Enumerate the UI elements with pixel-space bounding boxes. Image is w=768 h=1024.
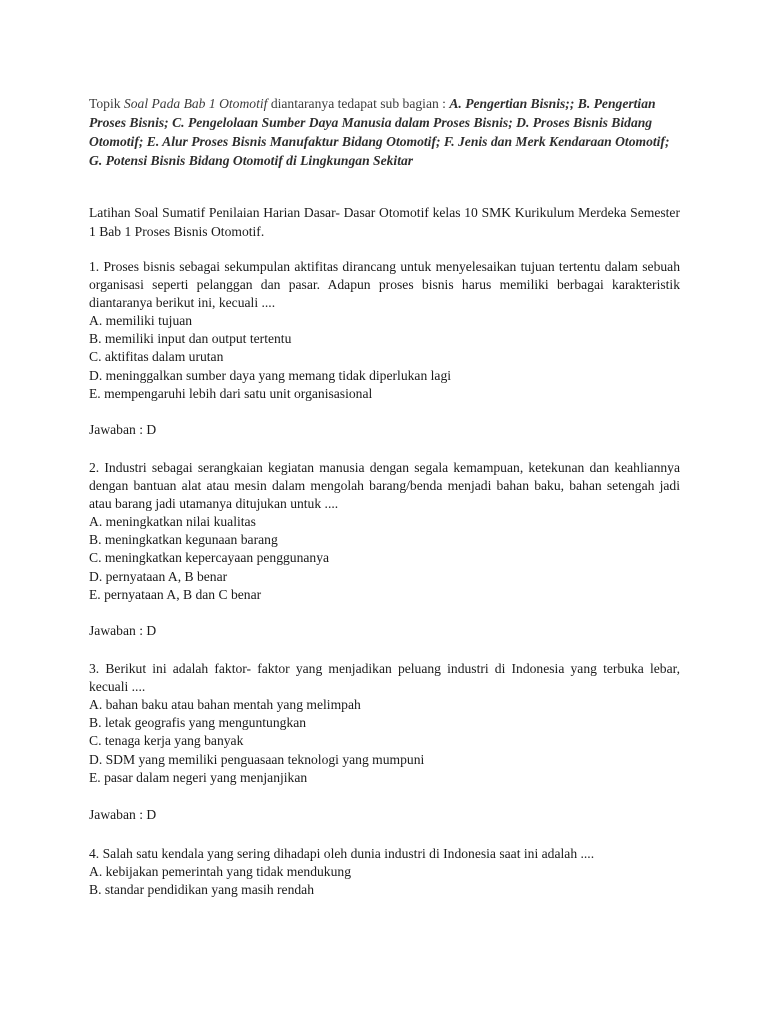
question-3 — [89, 660, 680, 787]
question-text: 2. Industri sebagai serangkaian kegiatan manusia dengan segala kemampuan, ketekunan dan keahliannya dengan bantuan alat atau mesin dalam mengolah barang/benda menjadi bahan baku, bahan setengah jadi atau barang jadi utamanya ditujukan untuk .... — [89, 460, 680, 511]
option-c: C. aktifitas dalam urutan — [89, 349, 224, 365]
option-d: D. SDM yang memiliki penguasaan teknologi yang mumpuni — [89, 751, 425, 767]
option-a: A. meningkatkan nilai kualitas — [89, 514, 256, 529]
answer-3: Jawaban : D — [89, 807, 157, 822]
option-a: A. bahan baku atau bahan mentah yang melimpah — [89, 697, 361, 712]
option-a: A. memiliki tujuan — [89, 313, 193, 328]
option-c: C. tenaga kerja yang banyak — [89, 733, 244, 749]
option-e: E. pasar dalam negeri yang menjanjikan — [89, 769, 308, 785]
question-2 — [89, 459, 680, 604]
option-b: B. standar pendidikan yang masih rendah — [89, 882, 314, 898]
question-4 — [89, 845, 680, 899]
option-d: D. pernyataan A, B benar — [89, 568, 228, 584]
lead-paragraph: Latihan Soal Sumatif Penilaian Harian Dasar- Dasar Otomotif kelas 10 SMK Kurikulum Merdeka Semester 1 Bab 1 Proses Bisnis Otomotif. — [89, 205, 680, 239]
intro-subsections: A. Pengertian Bisnis;; B. Pengertian Proses Bisnis; C. Pengelolaan Sumber Daya Manusia dalam Proses Bisnis; D. Proses Bisnis Bidang Otomotif; E. Alur Proses Bisnis Manufaktur Bidang Otomotif; F. Jenis dan Merk Kendaraan Otomotif; G. Potensi Bisnis Bidang Otomotif di Lingkungan Sekitar — [89, 96, 670, 168]
intro-topic: Soal Pada Bab 1 Otomotif — [123, 96, 268, 111]
question-text: 3. Berikut ini adalah faktor- faktor yang menjadikan peluang industri di Indonesia yang terbuka lebar, kecuali .... — [89, 661, 680, 694]
answer-1: Jawaban : D — [89, 422, 157, 437]
intro-paragraph — [89, 94, 680, 170]
intro-prefix: Topik — [89, 96, 124, 111]
option-e: E. mempengaruhi lebih dari satu unit organisasional — [89, 385, 373, 401]
intro-middle: diantaranya tedapat sub bagian : — [267, 96, 450, 111]
question-text: 1. Proses bisnis sebagai sekumpulan aktifitas dirancang untuk menyelesaikan tujuan tertentu dalam sebuah organisasi seperti pelanggan dan pasar. Adapun proses bisnis harus memiliki berbagai karakteristik diantaranya berikut ini, kecuali .... — [89, 259, 680, 310]
option-c: C. meningkatkan kepercayaan penggunanya — [89, 550, 330, 566]
option-d: D. meninggalkan sumber daya yang memang tidak diperlukan lagi — [89, 367, 452, 383]
answer-2: Jawaban : D — [89, 623, 157, 638]
option-a: A. kebijakan pemerintah yang tidak mendukung — [89, 864, 351, 879]
option-b: B. memiliki input dan output tertentu — [89, 331, 292, 347]
question-1 — [89, 258, 680, 403]
option-b: B. letak geografis yang menguntungkan — [89, 715, 307, 731]
option-e: E. pernyataan A, B dan C benar — [89, 586, 262, 602]
question-text: 4. Salah satu kendala yang sering dihadapi oleh dunia industri di Indonesia saat ini adalah .... — [89, 846, 595, 861]
option-b: B. meningkatkan kegunaan barang — [89, 532, 278, 548]
